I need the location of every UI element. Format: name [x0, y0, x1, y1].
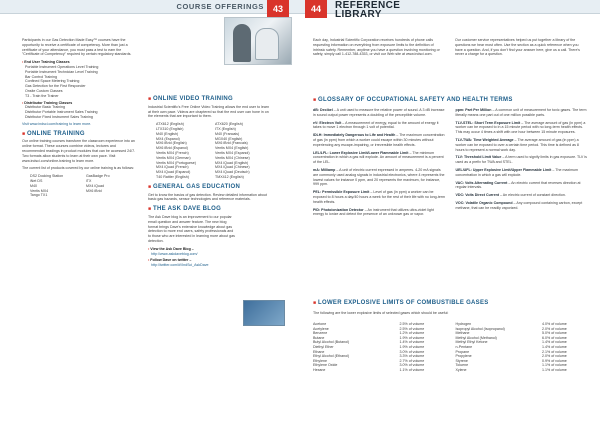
lel-value: 4.0% of volume: [542, 322, 567, 326]
lel-value: 1.4% of volume: [542, 340, 567, 345]
ask-dave-twitter-label: • Follow Dave on twitter –: [148, 258, 270, 263]
product-list: [22, 174, 138, 198]
gas-name: Ethyl Alcohol (Ethanol): [313, 354, 350, 359]
glossary-heading: ■ GLOSSARY OF OCCUPATIONAL SAFETY AND HEALTH TERMS: [313, 97, 588, 103]
lel-value: 3.0% of volume: [399, 363, 425, 368]
video-item: ATX620 (English): [215, 122, 243, 127]
lel-value: 1.4% of volume: [399, 340, 425, 345]
table-row: [313, 368, 446, 373]
gas-name: Acetylene: [313, 326, 329, 331]
gas-name: Styrene: [455, 358, 468, 363]
video-item: Ventis MX4 (Portuguese): [156, 160, 196, 165]
lel-value: 2.0% of volume: [542, 354, 567, 359]
gas-name: Ethylene Oxide: [313, 363, 338, 368]
glossary-term: ppm: Part Per Million: [455, 108, 492, 112]
lel-value: 2.1% of volume: [542, 349, 567, 354]
intro-text: Participants in our Gas Detection Made Easy™ courses have the opportunity to receive a certificate of competency. More than just a certificate of your attendance, you must pass a test to earn the "Certificate of Competency" required by certain regulatory standards.: [22, 38, 132, 57]
glossary-definition: – A unit used to measure the relative power of sound. A 3 dB increase in sound output power represents a doubling of the perceptible volume.: [313, 108, 445, 117]
glossary-definition: – An electric current that reverses direction at regular intervals.: [455, 180, 581, 190]
lel-value: 1.1% of volume: [542, 363, 567, 368]
list-item: Distributor Fixed Instrument Sales Training: [25, 114, 93, 119]
video-item: ITX (English): [215, 126, 236, 131]
video-training-heading: ■ ONLINE VIDEO TRAINING: [148, 97, 270, 102]
video-training-text: Industrial Scientific's Free Online Video Training allows the end user to learn at their own pace. Videos are chaptered so that the end user can hone in on the elements that are important to them.: [148, 104, 270, 119]
video-item: MX6 iBrid (English): [156, 141, 187, 146]
glossary-term: mA: Milliamp: [313, 167, 336, 172]
product-item: GasBadge Pro: [86, 174, 110, 179]
ask-dave-heading: ■ THE ASK DAVE BLOG: [148, 207, 270, 212]
video-item: T40 Rattler (English): [156, 174, 189, 179]
list-item: Distributor Basic Training: [25, 105, 65, 110]
gas-name: Diethyl Ether: [313, 344, 334, 349]
glossary-definition: – The maximum concentration in which a gas will explode.: [455, 167, 579, 177]
glossary-entry: [313, 108, 446, 118]
end-user-list: [22, 65, 138, 99]
glossary-entry: [456, 193, 589, 198]
video-item: Ventis MX4 (English): [215, 146, 249, 151]
glossary-term: PEL: Permissible Exposure Limit: [313, 190, 370, 195]
page-number-right: 44: [305, 0, 327, 18]
gas-name: Hydrogen: [455, 322, 472, 326]
video-item: MX4 iQuad (Chinese): [215, 165, 250, 170]
product-list-intro: The current list of products covered by our online training is as follows:: [22, 166, 135, 171]
product-item: iTX: [86, 178, 92, 183]
glossary-definition: – A measurement of energy, equal to the amount of energy it takes to move 1 electron through 1 volt of potential.: [313, 120, 439, 130]
column-online-video: [148, 92, 270, 268]
lel-value: 2.5% of volume: [399, 322, 425, 326]
glossary-definition: – The average amount of gas (in ppm) a worker can be exposed to over a certain time period. This time is defined as 8 hours to represent a normal work day.: [455, 137, 579, 152]
end-user-title: • End User Training Classes: [22, 60, 138, 65]
video-item: Ventis MX4 (German): [156, 155, 191, 160]
video-item: TMX412 (English): [215, 174, 244, 179]
lel-value: 3.3% of volume: [399, 354, 425, 359]
glossary-entry: [456, 108, 589, 118]
product-item: Ventis MX4: [30, 188, 49, 193]
glossary-entry: [313, 151, 446, 165]
lel-value: 3.0% of volume: [399, 349, 425, 354]
product-item: MX6 iBrid: [86, 188, 102, 193]
list-item: T3 - Train the Trainer: [25, 93, 59, 98]
glossary-entry: [313, 168, 446, 187]
gas-name: Xylene: [455, 367, 467, 372]
glossary-term: eV: Electron Volt: [313, 120, 342, 125]
video-item: MX4 iQuad (Espanol): [156, 170, 191, 175]
list-item: Portable Instrument Technician Level Training: [25, 69, 98, 74]
training-photo: [224, 17, 292, 65]
gas-education-heading: ■ GENERAL GAS EDUCATION: [148, 185, 270, 190]
gas-name: Methyl Alcohol (Methanol): [455, 335, 497, 340]
gas-name: Toluene: [455, 363, 469, 368]
product-item: M40: [30, 183, 37, 188]
glossary-entry: [456, 155, 589, 165]
page-title: REFERENCE LIBRARY: [335, 0, 401, 20]
lel-value: 0.9% of volume: [542, 358, 567, 363]
glossary-definition: – An electric current of constant direction.: [498, 193, 566, 198]
glossary-definition: – Level of gas (in ppm) a worker can be exposed to 8 hours a day/40 hours a week for the rest of their life with no long-term health effects.: [313, 190, 446, 204]
glossary-term: IDLH: Immediately Dangerous to Life and Health: [313, 133, 396, 138]
product-item: iNet DS: [30, 178, 43, 183]
lel-value: 5.0% of volume: [542, 331, 567, 336]
glossary-body: [313, 108, 588, 220]
glossary-term: LEL/LFL: Lower Explosive Limit/Lower Flammable Limit: [313, 150, 409, 155]
online-training-text: Our online training courses transform the classroom experience into an online format. These courses combine videos, lectures and recommended readings in product modules that can be accessed 24/7. Two formats allow students to learn at their own pace. Visit www.indsci.com/online-training to learn more.: [22, 139, 136, 163]
glossary-entry: [313, 208, 446, 218]
video-item: M40 (English): [156, 131, 179, 136]
gas-name: Ethane: [313, 349, 325, 354]
video-item: MGX40 (English): [215, 136, 243, 141]
glossary-entry: [313, 133, 446, 147]
video-item: ATX612 (English): [156, 122, 184, 127]
glossary-term: VAC: Volts Alternating Current: [455, 180, 508, 185]
glossary-term: TLV: Threshold Limit Value: [455, 155, 502, 160]
glossary-definition: – A term used to signify limits in gas exposure. TLV is used as a prefix for TWA and STEL.: [455, 155, 587, 165]
lel-value: 2.0% of volume: [542, 326, 567, 331]
list-item: Gas Detection for the First Responder: [25, 84, 86, 89]
distributor-list: [22, 105, 138, 119]
video-item: Ventis MX4 (Espanol): [215, 150, 250, 155]
gas-name: Ethylene: [313, 358, 327, 363]
glossary-entry: [456, 201, 589, 211]
video-item: MX6 iBrid (Espanol): [156, 146, 188, 151]
lel-table: [313, 322, 588, 373]
reference-intro-right: Our customer service representatives helped us put together a library of the questions we hear most often. Use the section as a quick reference when you have a question. And, if you don't find your answer here, give us a call. There's never a charge for a question.: [455, 38, 580, 57]
ask-dave-twitter-link[interactable]: http://twitter.com/#!/IndSci_AskDave: [151, 263, 209, 268]
product-item: Tango TX1: [30, 193, 48, 198]
gas-name: n-Pentane: [455, 344, 473, 349]
ask-dave-blog-label: • View the Ask Dave Blog –: [148, 247, 270, 252]
gas-name: Propylene: [455, 354, 472, 359]
gas-name: Methane: [455, 331, 470, 336]
ask-dave-blog-link[interactable]: http://www.askdaveblog.com/: [151, 251, 198, 256]
ask-dave-text: The Ask Dave blog is an improvement to our popular email question and answer feature. The new blog format brings Dave's extensive knowledge about gas detection to more end users, safety professionals and to those who are interested in learning more about gas detection.: [148, 214, 235, 243]
reference-intro-left: Each day, Industrial Scientific Corporation receives hundreds of phone calls requesting information on everything from exposure limits to the definition of intrinsic safety. Remember, anytime you have a question involving monitoring or safety, simply call 1-412-788-4353, or visit our Web site at www.indsci.com.: [313, 38, 440, 57]
glossary-definition: – An instrument that utilizes ultra-violet light energy to ionize and detect the presence of an unknown gas or vapor.: [313, 207, 434, 217]
glossary-entry: [456, 181, 589, 191]
gas-name: Isopropyl Alcohol (Isopropanol): [455, 326, 505, 331]
glossary-entry: [456, 121, 589, 135]
lel-value: 1.4% of volume: [542, 344, 567, 349]
video-item: MX4 iQuad (English): [215, 160, 249, 165]
list-item: Distributor Portable Instrument Sales Training: [25, 110, 98, 115]
list-item: Bar Control Training: [25, 74, 57, 79]
section-label: COURSE OFFERINGS: [176, 2, 264, 11]
page-number-left: 43: [267, 0, 289, 18]
video-item: MX4 iQuad (French): [156, 165, 189, 170]
glossary-term: dB: Decibel: [313, 108, 333, 112]
list-item: Confined Space Metering Training: [25, 79, 80, 84]
gas-name: Butane: [313, 335, 325, 340]
lel-value: 1.9% of volume: [399, 335, 425, 340]
gas-name: Hexane: [313, 367, 326, 372]
lel-heading: ■ LOWER EXPLOSIVE LIMITS OF COMBUSTIBLE GASES: [313, 300, 588, 306]
gas-name: Propane: [455, 349, 470, 354]
video-list: [148, 122, 270, 180]
glossary-definition: – A common unit of measurement for toxic gases. The term literally means one part out of one million possible parts.: [455, 108, 587, 117]
video-item: LTX310 (English): [156, 126, 184, 131]
video-item: Ventis MX4 (Chinese): [215, 155, 250, 160]
video-item: MX6 iBrid (Francais): [215, 141, 248, 146]
lel-value: 2.7% of volume: [399, 358, 425, 363]
gas-name: Benzene: [313, 331, 328, 336]
glossary-term: TLV-STEL: Short Term Exposure Limit: [455, 120, 521, 125]
lel-value: 6.0% of volume: [542, 335, 567, 340]
training-link[interactable]: Visit www.indsci.com/training to learn more.: [22, 121, 92, 126]
glossary-definition: – The average amount of gas (in ppm) a worker can be exposed to in a 15 minute period with no long-term health effects. This may occur 4 times a shift with one hour between 15 minute exposures.: [455, 120, 586, 135]
glossary-term: VOC: Volatile Organic Compound: [455, 200, 513, 205]
table-row: [456, 368, 589, 373]
gas-name: Methyl Ethyl Ketone: [455, 340, 488, 345]
glossary-definition: – Any compound containing carbon, except methane, that can be readily vaporized.: [455, 200, 583, 210]
list-item: Portable Instrument Operations Level Training: [25, 64, 99, 69]
glossary-term: VDC: Volts Direct Current: [455, 193, 499, 198]
product-item: DS2 Docking Station: [30, 174, 64, 179]
glossary-entry: [313, 190, 446, 204]
glossary-definition: – The minimum concentration in which a gas will explode. An amount of measurement is a percent of the LEL.: [313, 150, 444, 165]
lel-value: 1.1% of volume: [542, 367, 567, 372]
lel-value: 1.9% of volume: [399, 344, 425, 349]
lel-intro: The following are the lower explosive limits of selected gases which should be useful:: [313, 311, 449, 315]
person-figure-icon: [255, 28, 279, 60]
glossary-entry: [456, 138, 589, 152]
gas-name: Butyl Alcohol (Butanol): [313, 340, 350, 345]
lel-value: 1.2% of volume: [399, 331, 425, 336]
video-item: M40 (Francais): [215, 131, 240, 136]
video-item: MX4 (Espanol): [156, 136, 180, 141]
product-item: MX4 iQuad: [86, 183, 104, 188]
video-item: Ventis MX4 (French): [156, 150, 189, 155]
lel-value: 1.1% of volume: [399, 367, 425, 372]
glossary-term: TLV-TWA: Time Weighted Average: [455, 137, 514, 142]
lel-value: 2.5% of volume: [399, 326, 425, 331]
person-figure-icon: [233, 24, 251, 62]
distributor-title: • Distributor Training Classes: [22, 101, 138, 106]
gas-name: Acetone: [313, 322, 327, 326]
glossary-term: UEL/UFL: Upper Explosive Limit/Upper Flammable Limit: [455, 167, 552, 172]
online-training-heading: ■ ONLINE TRAINING: [22, 132, 138, 137]
gas-education-text: Get to know the basics of gas detection. Review detailed information about basic gas hazards, sensor technologies and reference materials.: [148, 192, 267, 202]
glossary-term: PID: Photoionization Detector: [313, 207, 364, 212]
column-course-offerings: [22, 38, 138, 198]
glossary-definition: – A unit of electric current expressed in amperes. 4-20 mA signals are commonly used analog signals in industrial electronics, where 4 represents the lowest values for instance 0 ppm, and 20 represents the maximum, for instance, 999 ppm.: [313, 167, 445, 187]
glossary-entry: [313, 121, 446, 131]
list-item: Onsite Custom Classes: [25, 88, 63, 93]
glossary-entry: [456, 168, 589, 178]
video-item: MX4 iQuad (Deutsch): [215, 170, 250, 175]
glossary-definition: – The maximum concentration of gas (in ppm) from which a worker could escape within 30 minutes without experiencing any escape-impairing, or irreversible health effects.: [313, 133, 445, 147]
ask-dave-blog-screenshot: [243, 300, 285, 326]
